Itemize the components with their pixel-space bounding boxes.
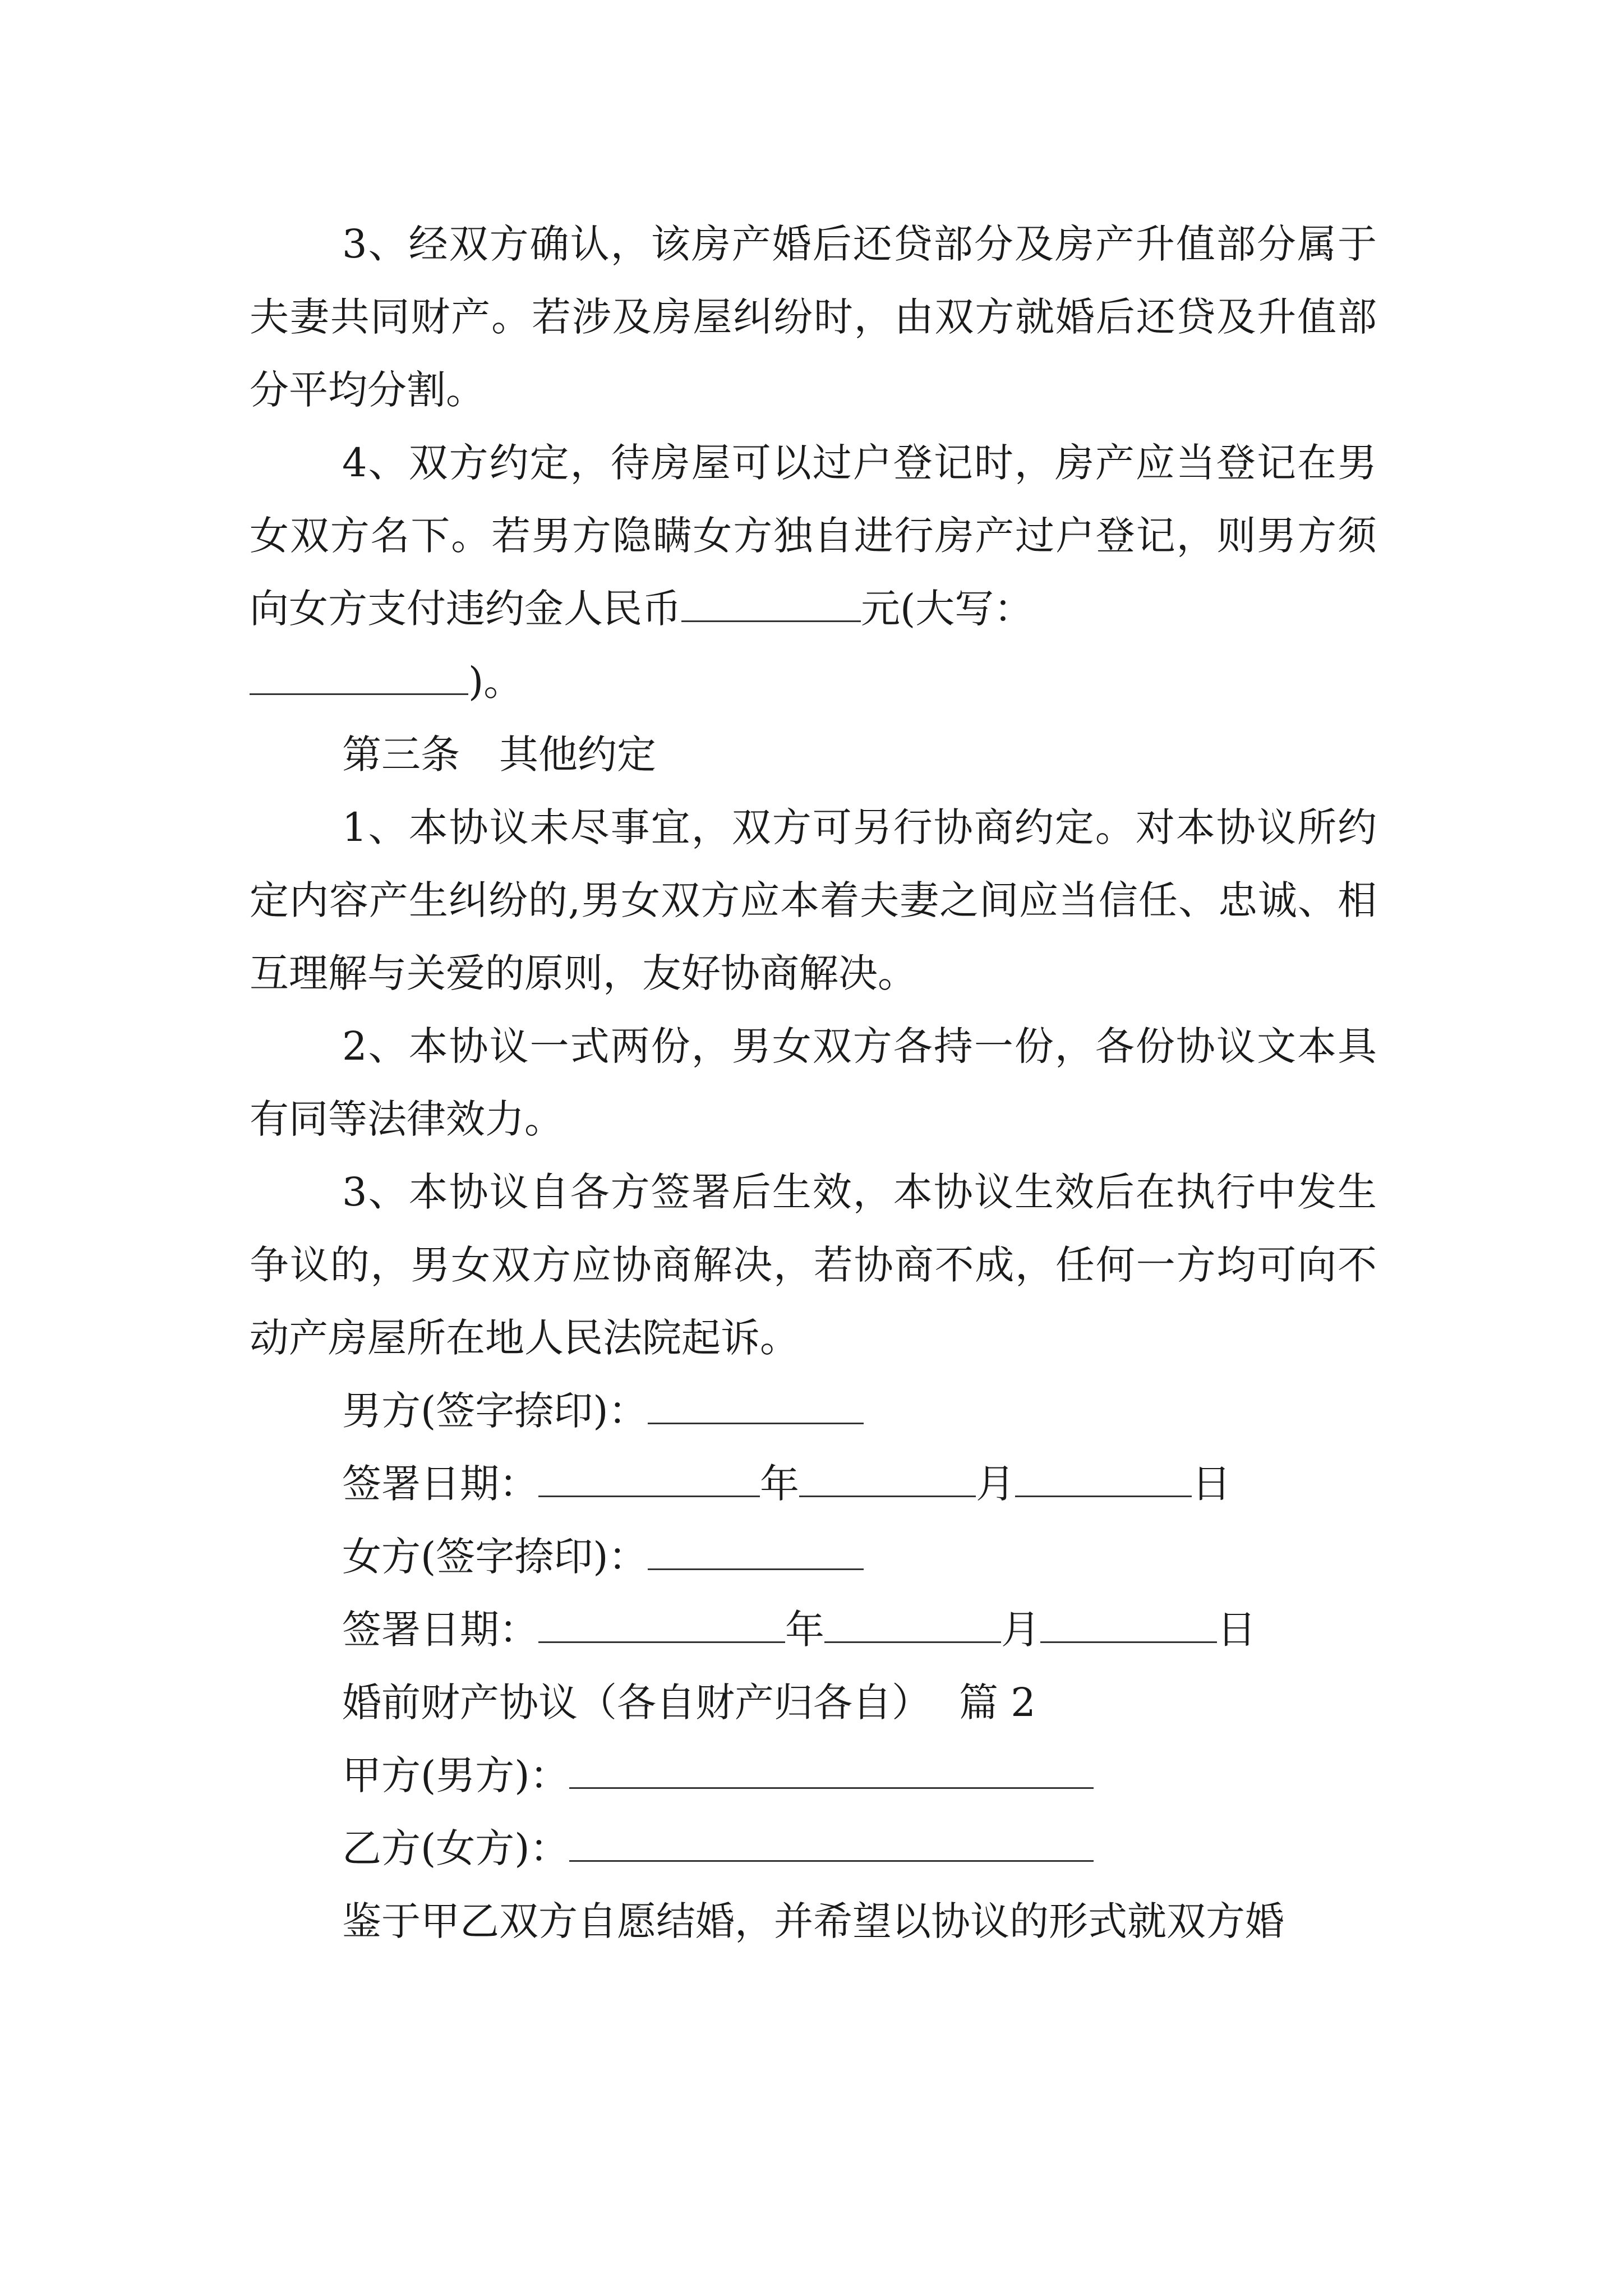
clause3-item3: 3、本协议自各方签署后生效，本协议生效后在执行中发生争议的，男女双方应协商解决，若协商不成，任何一方均可向不动产房屋所在地人民法院起诉。 [250,1169,1377,1361]
female-signature-blank[interactable] [648,1529,864,1570]
sign-date-label: 签署日期： [342,1607,538,1653]
clause3-title: 第三条 [342,731,460,777]
party-b-line [250,1812,1377,1885]
penalty-amount-uppercase-blank[interactable] [250,654,468,695]
section2-part: 篇 2 [959,1680,1036,1726]
clause2-item3: 3、经双方确认，该房产婚后还贷部分及房产升值部分属于夫妻共同财产。若涉及房屋纠纷时，由双方就婚后还贷及升值部分平均分割。 [250,221,1377,413]
sign-date-label: 签署日期： [342,1461,538,1507]
male-month-blank[interactable] [799,1456,976,1497]
clause2-item4-text: 4、双方约定，待房屋可以过户登记时，房产应当登记在男女双方名下。若男方隐瞒女方独自进行房产过户登记，则男方须向女方支付违约金人民币 [250,440,1377,632]
male-sign-label: 男方(签字捺印)： [342,1388,648,1434]
section2-title: 婚前财产协议（各自财产归各自） [342,1680,931,1726]
document-page [250,208,1377,1958]
female-sign-date-line [250,1593,1377,1666]
male-sign-date-line [250,1447,1377,1520]
male-signature-line [250,1374,1377,1447]
party-b-label: 乙方(女方)： [342,1825,569,1871]
female-signature-line [250,1520,1377,1593]
female-day-blank[interactable] [1040,1602,1217,1643]
clause3-name: 其他约定 [499,731,656,777]
clause3-item2: 2、本协议一式两份，男女双方各持一份，各份协议文本具有同等法律效力。 [250,1023,1377,1142]
male-year-blank[interactable] [538,1456,760,1497]
male-day-blank[interactable] [1015,1456,1192,1497]
day-label: 日 [1192,1461,1231,1507]
clause2-item4-end: )。 [468,659,523,705]
party-a-line [250,1739,1377,1812]
female-year-blank[interactable] [538,1602,785,1643]
section2-heading [250,1666,1377,1739]
clause3-heading [250,718,1377,791]
day-label: 日 [1217,1607,1256,1653]
clause3-item1: 1、本协议未尽事宜，双方可另行协商约定。对本协议所约定内容产生纠纷的,男女双方应本着夫妻之间应当信任、忠诚、相互理解与关爱的原则，友好协商解决。 [250,804,1377,996]
clause2-item4 [250,426,1377,718]
party-a-label: 甲方(男方)： [342,1752,569,1798]
male-signature-blank[interactable] [648,1383,864,1424]
clause2-item4-unit: 元(大写： [861,586,1034,632]
month-label: 月 [976,1461,1015,1507]
female-month-blank[interactable] [824,1602,1001,1643]
party-b-blank[interactable] [569,1821,1094,1862]
party-a-blank[interactable] [569,1748,1094,1789]
preamble: 鉴于甲乙双方自愿结婚，并希望以协议的形式就双方婚 [342,1898,1284,1944]
penalty-amount-blank[interactable] [681,581,861,622]
year-label: 年 [760,1461,799,1507]
female-sign-label: 女方(签字捺印)： [342,1534,648,1580]
year-label: 年 [785,1607,824,1653]
month-label: 月 [1001,1607,1040,1653]
